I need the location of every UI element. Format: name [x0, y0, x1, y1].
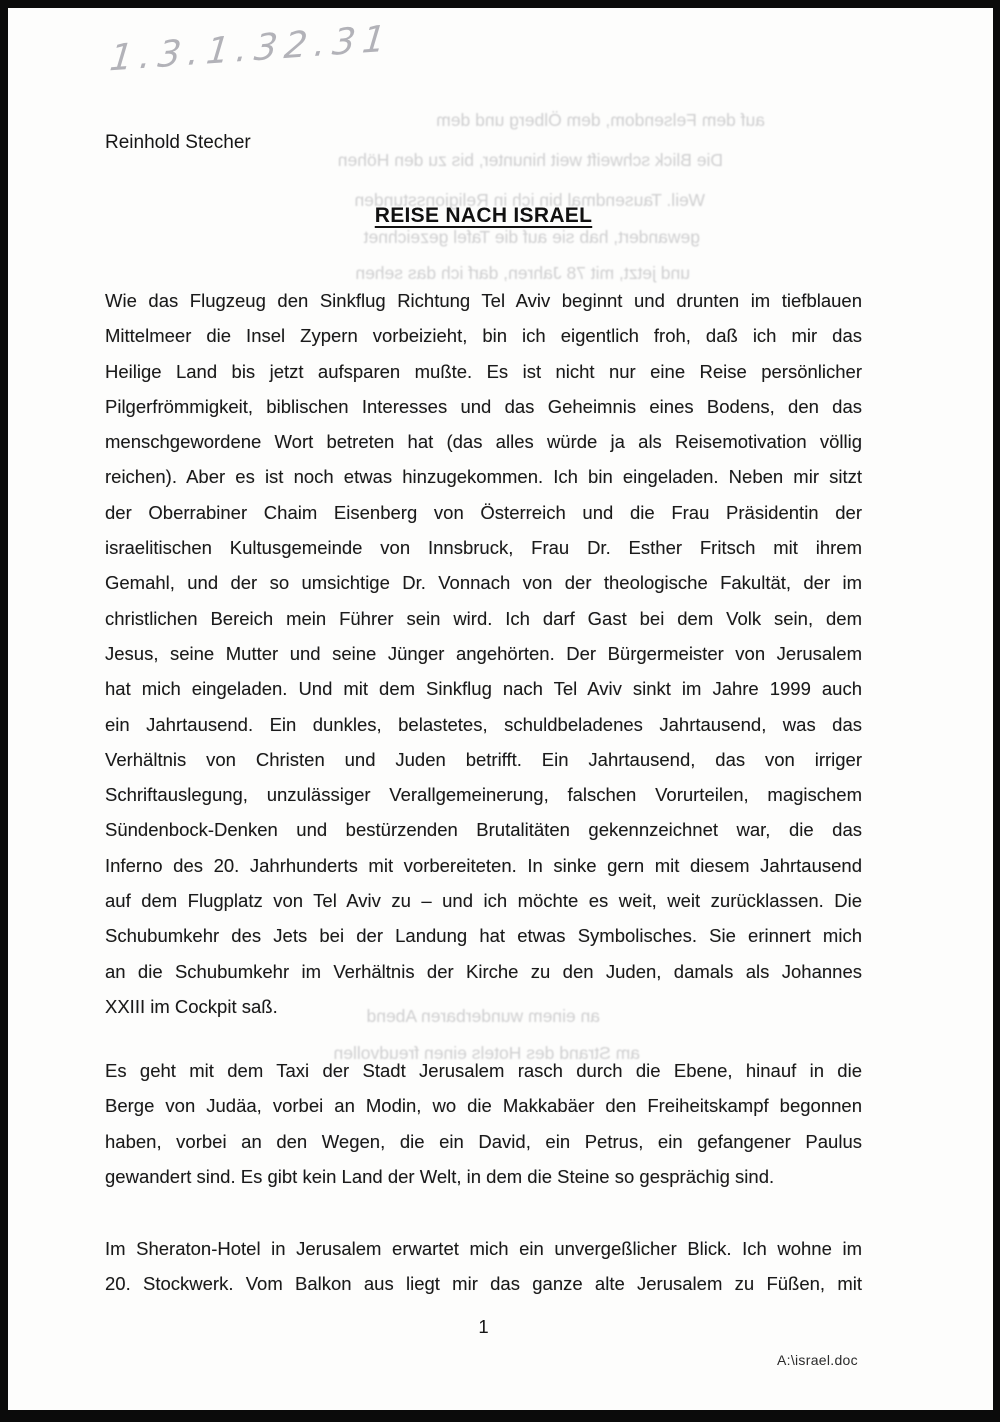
text-line: gewandert sind. Es gibt kein Land der Welt, in dem die Steine so gesprächig sind.: [105, 1165, 775, 1187]
paragraph-1: [105, 283, 862, 1024]
text-line: hat mich eingeladen. Und mit dem Sinkflug nach Tel Aviv sinkt im Jahre 1999 auch: [105, 678, 862, 700]
footer-file-path: A:\israel.doc: [777, 1352, 858, 1368]
scan-edge-top: [0, 0, 1000, 8]
text-line: der Oberrabiner Chaim Eisenberg von Österreich und die Frau Präsidentin der: [105, 501, 862, 523]
text-line: Schriftauslegung, unzulässiger Verallgemeinerung, falschen Vorurteilen, magischem: [105, 784, 862, 806]
handwritten-archive-number: 1.3.1.32.31: [107, 18, 395, 80]
document-title: REISE NACH ISRAEL: [374, 204, 593, 227]
text-line: an die Schubumkehr im Verhältnis der Kirche zu den Juden, damals als Johannes: [105, 960, 862, 982]
text-line: Jesus, seine Mutter und seine Jünger angehörten. Der Bürgermeister von Jerusalem: [105, 642, 862, 664]
text-line: Pilgerfrömmigkeit, biblischen Interesses und das Geheimnis eines Bodens, den das: [105, 395, 862, 417]
text-line: ein Jahrtausend. Ein dunkles, belastetes, schuldbeladenes Jahrtausend, was das: [105, 713, 862, 735]
text-line: auf dem Flugplatz von Tel Aviv zu – und ich möchte es weit, weit zurücklassen. Die: [105, 890, 862, 912]
bleedthrough-line: an einem wunderbaren Abend: [366, 1006, 600, 1026]
text-line: Es geht mit dem Taxi der Stadt Jerusalem rasch durch die Ebene, hinauf in die: [105, 1060, 862, 1081]
scan-edge-right: [993, 0, 1000, 1422]
text-line: israelitischen Kultusgemeinde von Innsbruck, Frau Dr. Esther Fritsch mit ihrem: [105, 537, 862, 559]
scan-edge-left: [0, 0, 8, 1422]
text-line: Schubumkehr des Jets bei der Landung hat etwas Symbolisches. Sie erinnert mich: [105, 925, 862, 947]
text-line: Im Sheraton-Hotel in Jerusalem erwartet mich ein unvergeßlicher Blick. Ich wohne im: [105, 1238, 862, 1259]
text-line: Verhältnis von Christen und Juden betrifft. Ein Jahrtausend, das von irriger: [105, 748, 862, 770]
paragraph-2: [105, 1053, 862, 1194]
scan-edge-bottom: [0, 1410, 1000, 1422]
bleedthrough-line: gewandert, hab sie auf die Tafel gezeichnet: [363, 227, 700, 247]
bleedthrough-line: Weil. Tausendmal bin ich in Religionsstunden: [354, 190, 705, 210]
text-line: Mittelmeer die Insel Zypern vorbeizieht, bin ich eigentlich froh, daß ich mir das: [105, 325, 862, 347]
author-name: Reinhold Stecher: [105, 132, 251, 153]
text-line: menschgewordene Wort betreten hat (das alles würde ja als Reisemotivation völlig: [105, 431, 862, 453]
bleedthrough-line: am Strand des Hotels einen freudvollen: [333, 1043, 640, 1063]
page-number: 1: [478, 1316, 489, 1337]
text-line: haben, vorbei an den Wegen, die ein David, ein Petrus, ein gefangener Paulus: [105, 1130, 862, 1152]
bleedthrough-line: auf dem Felsendom, dem Ölberg und dem: [436, 110, 765, 130]
text-line: XXIII im Cockpit saß.: [105, 995, 278, 1017]
text-line: christlichen Bereich mein Führer sein wird. Ich darf Gast bei dem Volk sein, dem: [105, 607, 862, 629]
text-line: Sündenbock-Denken und bestürzenden Brutalitäten gekennzeichnet war, die das: [105, 819, 862, 841]
text-line: Gemahl, und der so umsichtige Dr. Vonnach von der theologische Fakultät, der im: [105, 572, 862, 594]
text-line: Berge von Judäa, vorbei an Modin, wo die Makkabäer den Freiheitskampf begonnen: [105, 1095, 862, 1117]
text-line: Inferno des 20. Jahrhunderts mit vorbereiteten. In sinke gern mit diesem Jahrtausend: [105, 854, 862, 876]
text-line: reichen). Aber es ist noch etwas hinzugekommen. Ich bin eingeladen. Neben mir sitzt: [105, 466, 862, 488]
bleedthrough-line: Die Blick schweift weit hinunter, bis zu den Höhen: [337, 150, 723, 170]
paragraph-3: [105, 1231, 862, 1302]
bleedthrough-line: und jetzt, mit 78 Jahren, darf ich das sehen: [355, 263, 690, 283]
text-line: Heilige Land bis jetzt aufsparen mußte. Es ist nicht nur eine Reise persönlicher: [105, 360, 862, 382]
text-line: Wie das Flugzeug den Sinkflug Richtung Tel Aviv beginnt und drunten im tiefblauen: [105, 290, 862, 311]
text-line: 20. Stockwerk. Vom Balkon aus liegt mir das ganze alte Jerusalem zu Füßen, mit: [105, 1273, 862, 1295]
